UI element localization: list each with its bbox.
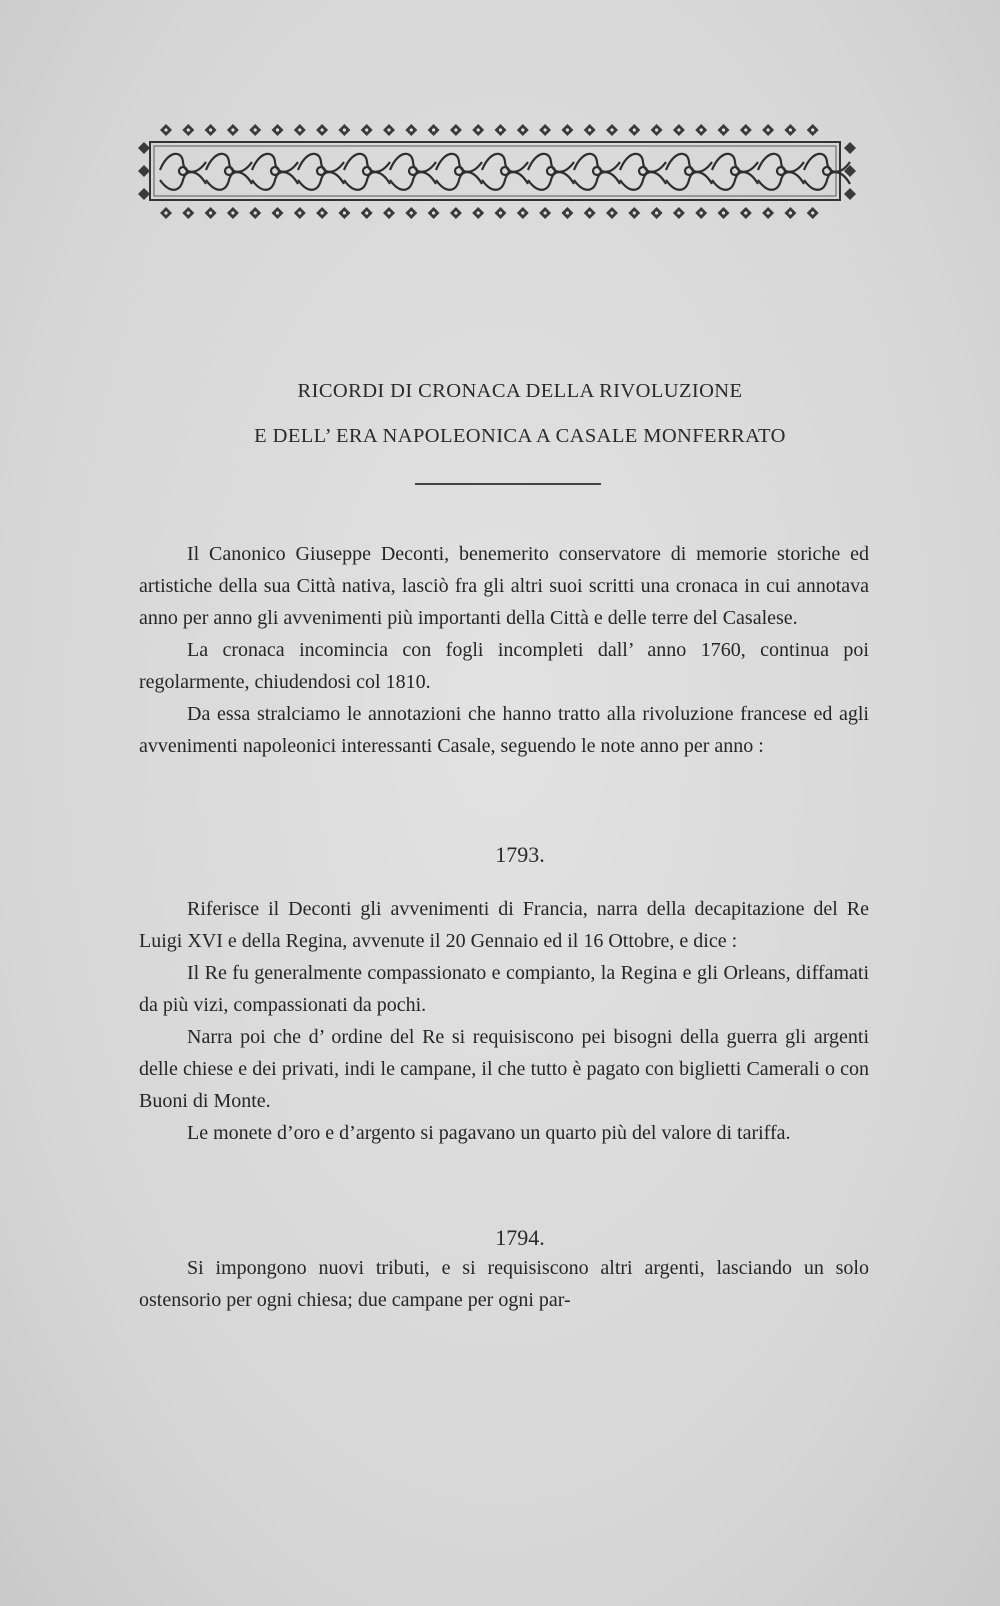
year-heading-1793: 1793. — [495, 842, 545, 867]
paragraph: Narra poi che d’ ordine del Re si requisiscono pei bisogni della guerra gli argenti delle chiese e dei privati, indi le campane, il che tutto è pagato con biglietti Camerali o con Buoni di Monte. — [139, 1026, 869, 1112]
ornament-top-row — [160, 124, 819, 136]
paragraph: Da essa stralciamo le annotazioni che hanno tratto alla rivoluzione francese ed agli avvenimenti napoleonici interessanti Casale, seguendo le note anno per anno : — [139, 703, 869, 757]
paragraph: Si impongono nuovi tributi, e si requisiscono altri argenti, lasciando un solo ostensorio per ogni chiesa; due campane per ogni par- — [139, 1257, 869, 1311]
title-divider — [415, 483, 601, 485]
paragraph: Il Canonico Giuseppe Deconti, benemerito conservatore di memorie storiche ed artistiche della sua Città nativa, lasciò fra gli altri suoi scritti una cronaca in cui annotava anno per anno gli avvenimenti più importanti della Città e delle terre del Casalese. — [139, 543, 869, 629]
ornamental-header-band — [138, 118, 858, 228]
ornament-bottom-row — [160, 207, 819, 219]
article-title-line-1: RICORDI DI CRONACA DELLA RIVOLUZIONE — [297, 380, 743, 402]
paragraph: Le monete d’oro e d’argento si pagavano un quarto più del valore di tariffa. — [187, 1122, 791, 1144]
paragraph: Riferisce il Deconti gli avvenimenti di Francia, narra della decapitazione del Re Luigi XVI e della Regina, avvenute il 20 Gennaio ed il 16 Ottobre, e dice : — [139, 898, 869, 952]
paragraph: Il Re fu generalmente compassionato e compianto, la Regina e gli Orleans, diffamati da più vizi, compassionati da pochi. — [139, 962, 869, 1016]
ornament-frame — [150, 142, 840, 200]
section-1793-text — [139, 893, 869, 1149]
intro-text — [139, 538, 869, 762]
article-title-line-2: E DELL’ ERA NAPOLEONICA A CASALE MONFERRATO — [254, 425, 786, 447]
year-heading-1794: 1794. — [495, 1225, 545, 1250]
paragraph: La cronaca incomincia con fogli incompleti dall’ anno 1760, continua poi regolarmente, chiudendosi col 1810. — [139, 639, 869, 693]
section-1794-text — [139, 1252, 869, 1316]
ornament-vine-pattern — [160, 154, 850, 190]
